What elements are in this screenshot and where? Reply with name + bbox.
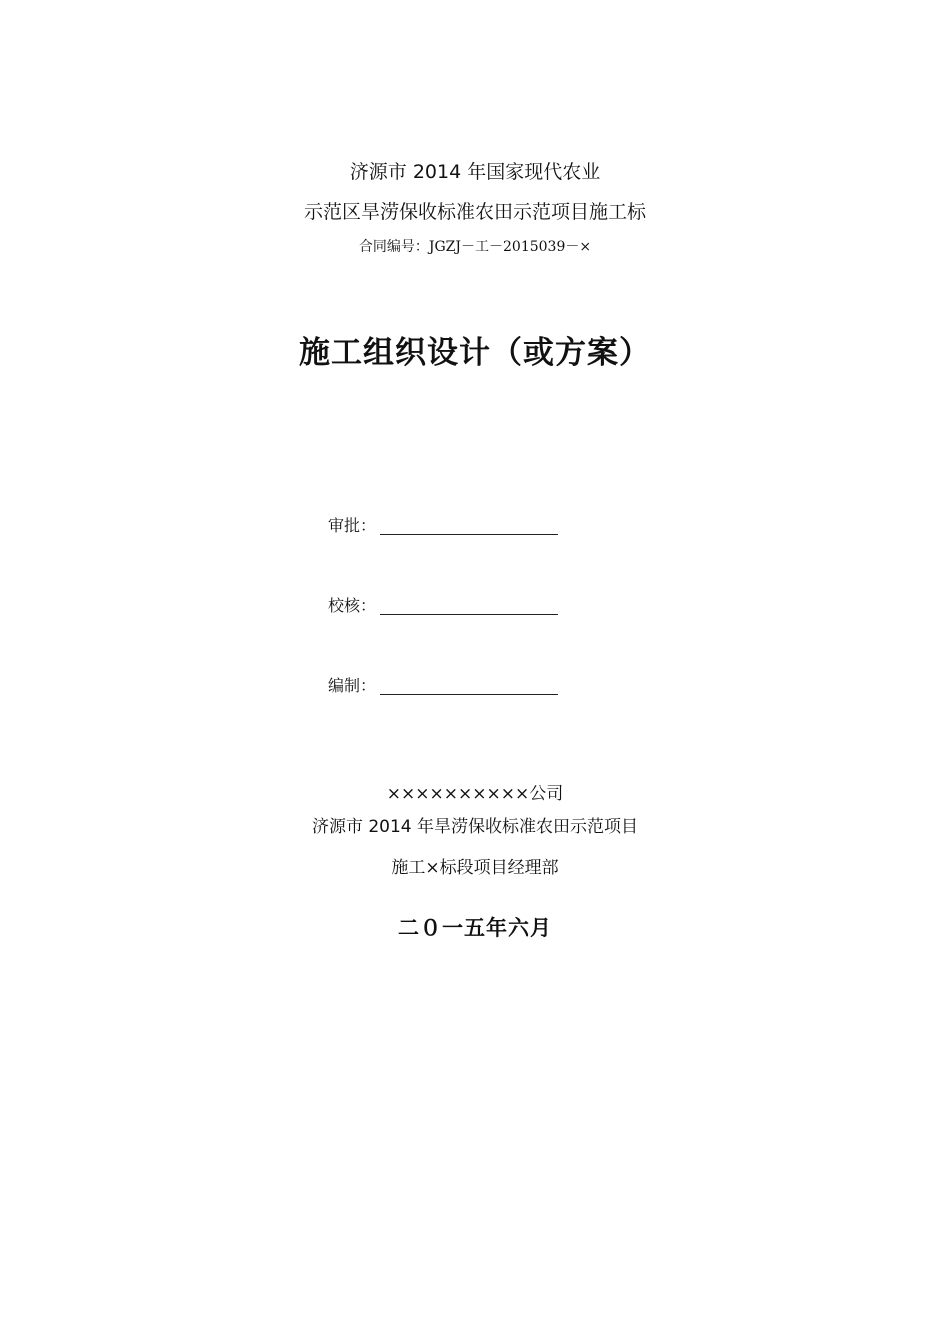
review-row [328, 592, 558, 616]
approve-row [328, 512, 558, 536]
company-name: ××××××××××公司 [386, 784, 564, 804]
prepare-row [328, 672, 558, 696]
document-title: 施工组织设计（或方案） [299, 335, 651, 371]
review-signature-line [380, 614, 558, 615]
header-line-1: 济源市 2014 年国家现代农业 [349, 161, 601, 183]
project-department: 施工×标段项目经理部 [391, 858, 559, 878]
issue-date: 二０一五年六月 [398, 916, 552, 940]
contract-number-line [0, 240, 950, 254]
approve-signature-line [380, 534, 558, 535]
review-label: 校核： [328, 596, 377, 615]
contract-number-value: JGZJ－工－2015039－× [428, 239, 592, 255]
contract-number-label: 合同编号： [358, 239, 429, 255]
approve-label: 审批： [328, 516, 377, 535]
header-line-2: 示范区旱涝保收标准农田示范项目施工标 [303, 201, 646, 223]
prepare-signature-line [380, 694, 558, 695]
project-name: 济源市 2014 年旱涝保收标准农田示范项目 [311, 817, 639, 837]
prepare-label: 编制： [328, 676, 377, 695]
